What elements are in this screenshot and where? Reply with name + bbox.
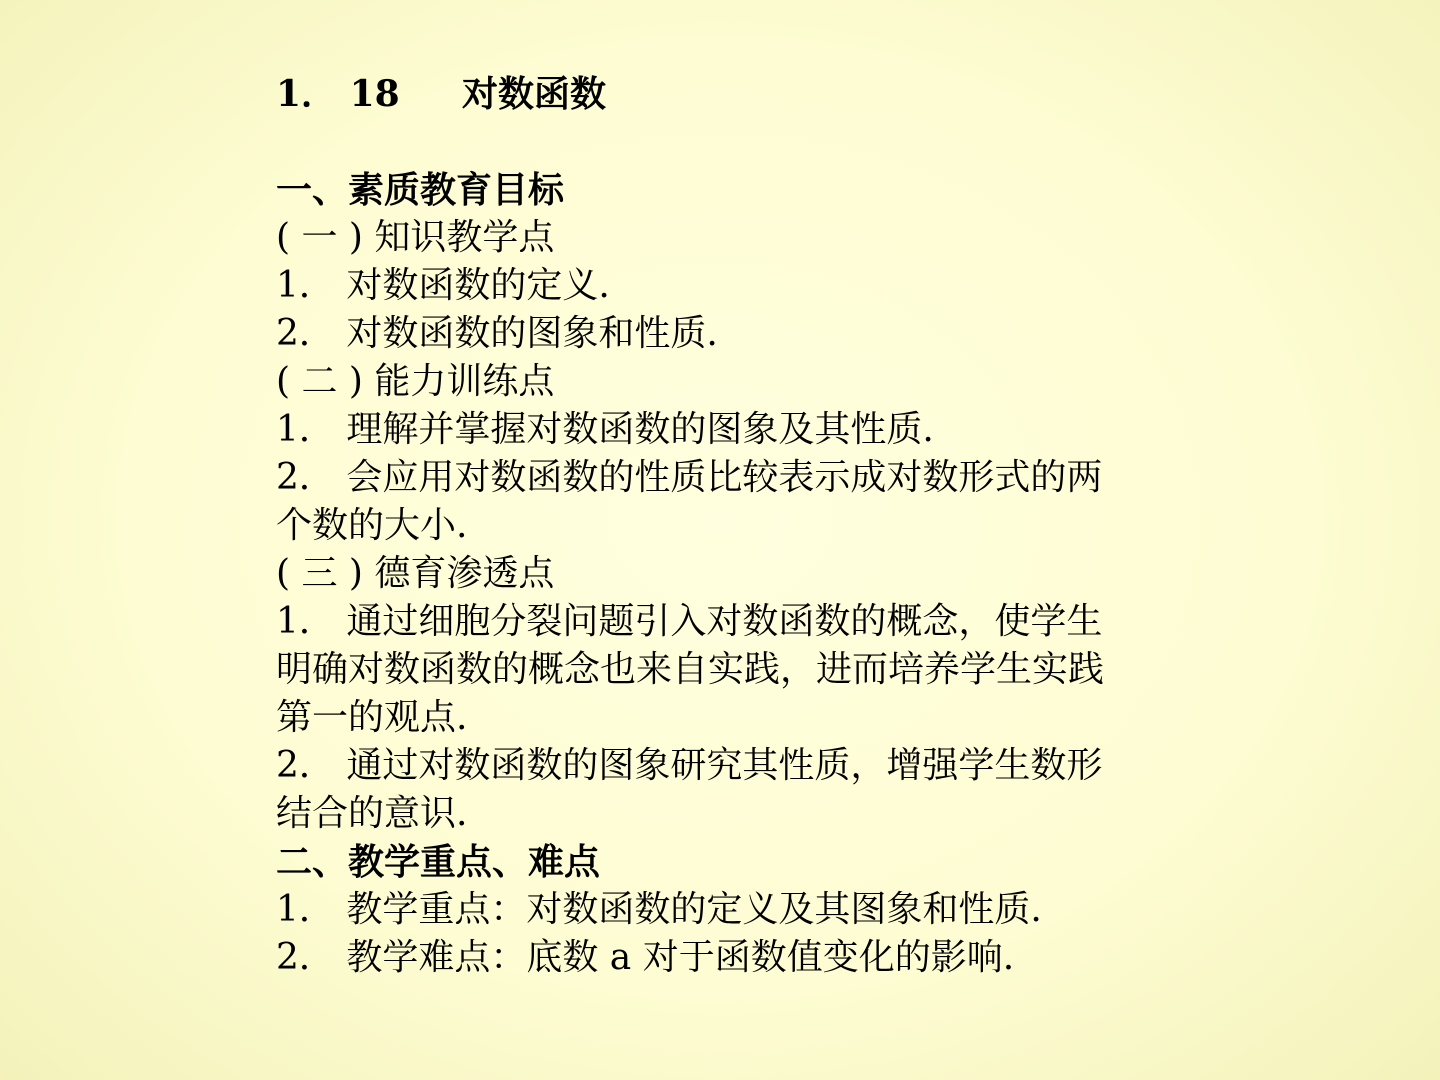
list-item: 1． 理解并掌握对数函数的图象及其性质. xyxy=(276,409,934,450)
list-item-continuation: 结合的意识. xyxy=(276,793,468,834)
subsection-heading-knowledge: ( 一 ) 知识教学点 xyxy=(276,217,555,258)
list-item-continuation: 明确对数函数的概念也来自实践，进而培养学生实践 xyxy=(276,649,1105,690)
subsection-heading-ability: ( 二 ) 能力训练点 xyxy=(276,361,555,402)
list-item: 2． 对数函数的图象和性质. xyxy=(276,313,718,354)
page-title xyxy=(276,70,1216,118)
title-number: 1． 18 xyxy=(276,73,400,115)
list-item: 1． 通过细胞分裂问题引入对数函数的概念，使学生 xyxy=(276,601,1103,642)
subsection-heading-moral: ( 三 ) 德育渗透点 xyxy=(276,553,555,594)
list-item-continuation: 第一的观点. xyxy=(276,697,468,738)
list-item: 2． 教学难点：底数 a 对于函数值变化的影响. xyxy=(276,937,1015,978)
section-heading-key-points: 二、教学重点、难点 xyxy=(276,841,601,883)
list-item-continuation: 个数的大小. xyxy=(276,505,468,546)
title-text: 对数函数 xyxy=(462,73,607,115)
list-item: 1． 教学重点：对数函数的定义及其图象和性质. xyxy=(276,889,1042,930)
list-item: 1． 对数函数的定义. xyxy=(276,265,610,306)
section-heading-goals: 一、素质教育目标 xyxy=(276,169,565,211)
list-item: 2． 会应用对数函数的性质比较表示成对数形式的两 xyxy=(276,457,1103,498)
list-item: 2． 通过对数函数的图象研究其性质，增强学生数形 xyxy=(276,745,1103,786)
